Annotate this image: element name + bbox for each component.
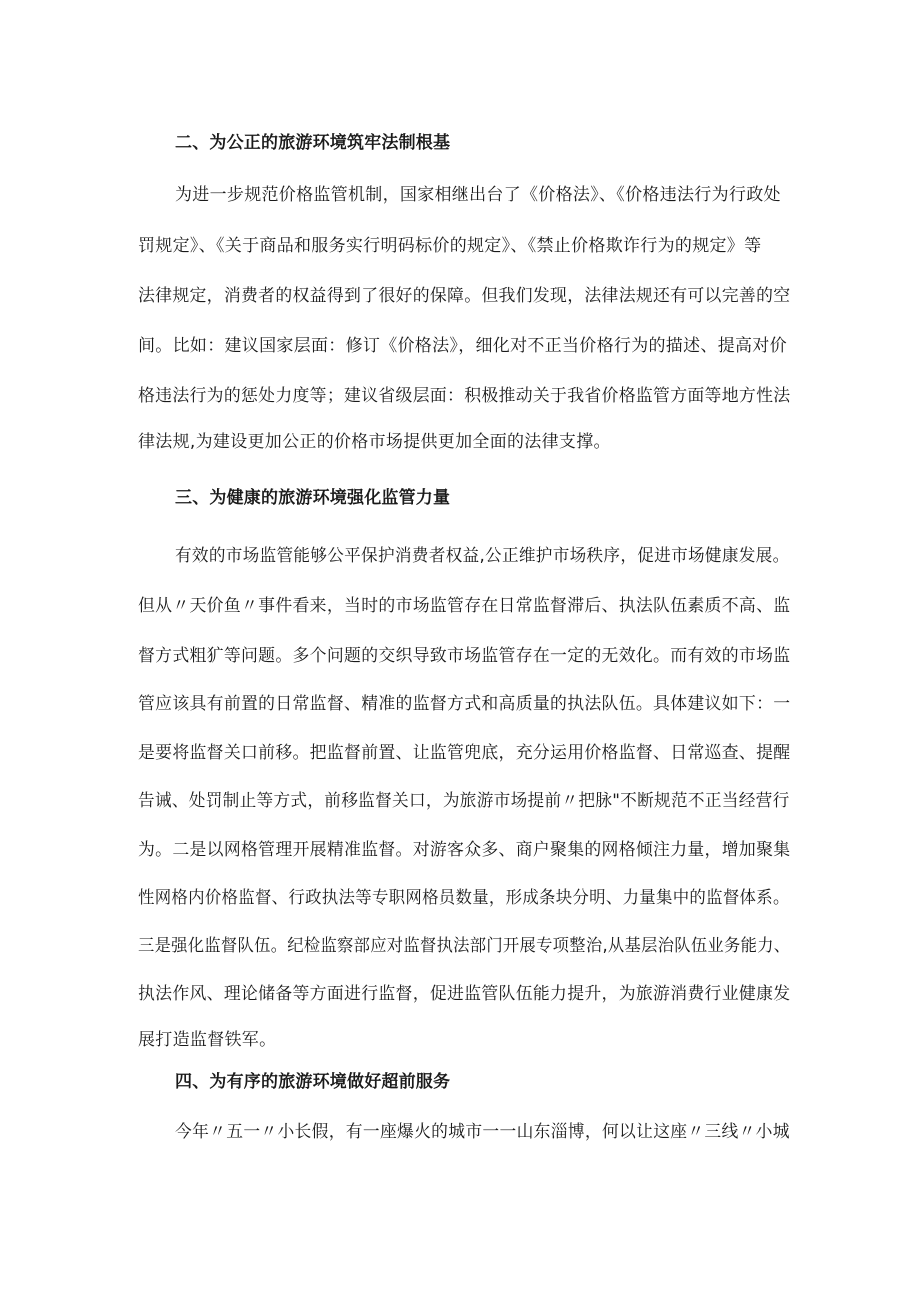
- paragraph-line: 执法作风、理论储备等方面进行监督，促进监管队伍能力提升，为旅游消费行业健康发: [138, 984, 791, 1004]
- paragraph-line: 今年〃五一〃小长假，有一座爆火的城市一一山东淄博，何以让这座〃三线〃小城: [175, 1122, 790, 1142]
- paragraph-line: 法律规定，消费者的权益得到了很好的保障。但我们发现，法律法规还有可以完善的空: [138, 286, 791, 306]
- section-heading-2: 二、为公正的旅游环境筑牢法制根基: [175, 133, 451, 153]
- paragraph-line: 罚规定》、《关于商品和服务实行明码标价的规定》、《禁止价格欺诈行为的规定》等: [138, 236, 762, 256]
- paragraph-line: 性网格内价格监督、行政执法等专职网格员数量，形成条块分明、力量集中的监督体系。: [138, 888, 790, 908]
- paragraph-line: 有效的市场监管能够公平保护消费者权益,公正维护市场秩序，促进市场健康发展。: [175, 546, 790, 566]
- paragraph-line: 展打造监督铁军。: [138, 1030, 277, 1050]
- paragraph-line: 督方式粗犷等问题。多个问题的交织导致市场监管存在一定的无效化。而有效的市场监: [138, 646, 791, 666]
- paragraph-line: 格违法行为的惩处力度等；建议省级层面：积极推动关于我省价格监管方面等地方性法: [138, 386, 791, 406]
- paragraph-line: 三是强化监督队伍。纪检监察部应对监督执法部门开展专项整治,从基层治队伍业务能力、: [138, 936, 791, 956]
- paragraph-line: 告诫、处罚制止等方式，前移监督关口，为旅游市场提前〃把脉"不断规范不正当经营行: [138, 791, 790, 811]
- paragraph-line: 间。比如：建议国家层面：修订《价格法》，细化对不正当价格行为的描述、提高对价: [138, 336, 787, 356]
- paragraph-line: 为。二是以网格管理开展精准监督。对游客众多、商户聚集的网格倾注力量，增加聚集: [138, 840, 791, 860]
- section-heading-4: 四、为有序的旅游环境做好超前服务: [175, 1072, 451, 1092]
- paragraph-line: 管应该具有前置的日常监督、精准的监督方式和高质量的执法队伍。具体建议如下：一: [138, 694, 791, 714]
- paragraph-line: 律法规,为建设更加公正的价格市场提供更加全面的法律支撑。: [138, 432, 611, 452]
- paragraph-line: 为进一步规范价格监管机制，国家相继出台了《价格法》、《价格违法行为行政处: [175, 185, 781, 205]
- paragraph-line: 但从〃天价鱼〃事件看来，当时的市场监管存在日常监督滞后、执法队伍素质不高、监: [138, 596, 791, 616]
- paragraph-line: 是要将监督关口前移。把监督前置、让监管兜底，充分运用价格监督、日常巡查、提醒: [138, 743, 791, 763]
- section-heading-3: 三、为健康的旅游环境强化监管力量: [175, 488, 451, 508]
